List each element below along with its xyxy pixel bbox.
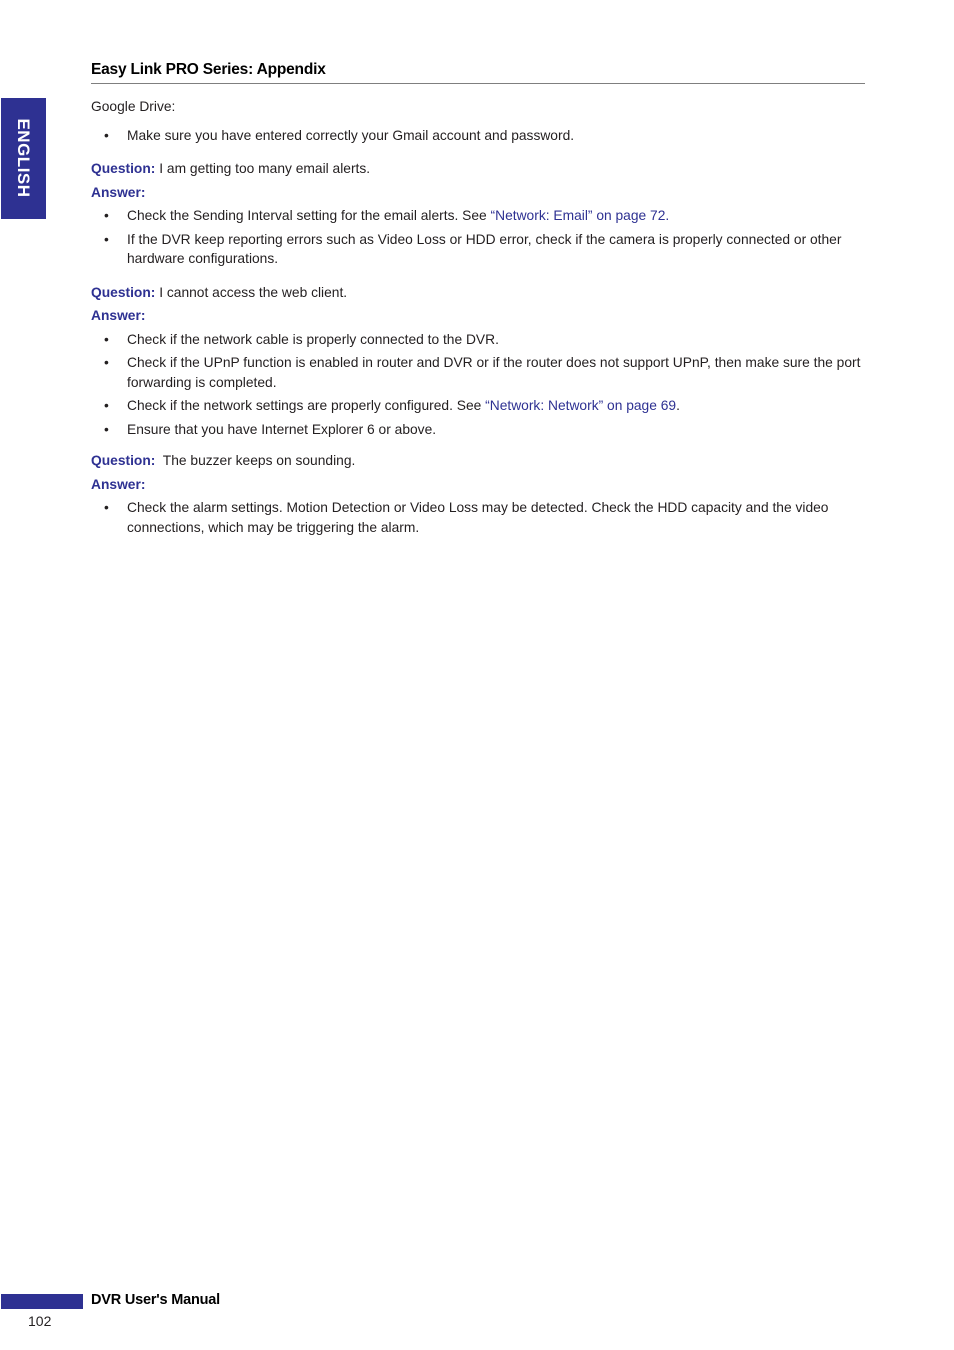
footer-title: DVR User's Manual <box>91 1292 220 1308</box>
answer-label: Answer: <box>91 308 146 323</box>
list-item: • Make sure you have entered correctly your Gmail account and password. <box>91 126 861 146</box>
question-text: I cannot access the web client. <box>155 284 348 300</box>
bullet-icon: • <box>104 500 109 515</box>
answer-bullet-list <box>91 206 861 269</box>
bullet-icon: • <box>104 398 109 413</box>
list-item: • Check if the network settings are properly configured. See “Network: Network” on page 69. <box>91 396 861 416</box>
page-header-title: Easy Link PRO Series: Appendix <box>91 61 326 78</box>
list-item: • Check if the UPnP function is enabled in router and DVR or if the router does not support UPnP, then make sure the port forwarding is completed. <box>104 355 861 390</box>
language-side-tab-label: ENGLISH <box>14 118 33 198</box>
question <box>91 283 861 303</box>
list-item: • Ensure that you have Internet Explorer 6 or above. <box>91 420 861 440</box>
footer-accent-bar <box>1 1294 83 1309</box>
answer-bullet-list <box>91 498 861 537</box>
intro-label: Google Drive: <box>91 99 176 114</box>
question-label: Question: <box>91 453 156 468</box>
question-text: I am getting too many email alerts. <box>155 161 371 176</box>
list-item: • If the DVR keep reporting errors such as Video Loss or HDD error, check if the camera is properly connected or other hardware configurations. <box>104 231 842 266</box>
bullet-icon: • <box>104 331 109 347</box>
header-divider <box>91 83 865 84</box>
cross-reference-link[interactable]: “Network: Email” on page 72 <box>490 208 666 223</box>
answer-label: Answer: <box>91 184 146 200</box>
question <box>91 451 861 471</box>
question <box>91 159 861 179</box>
bullet-icon: • <box>104 208 109 223</box>
bullet-icon: • <box>104 127 109 143</box>
page-number: 102 <box>28 1313 52 1329</box>
list-item: • Check the Sending Interval setting for the email alerts. See “Network: Email” on page 72. <box>91 206 861 226</box>
answer-label: Answer: <box>91 476 146 492</box>
bullet-icon: • <box>104 231 109 247</box>
question-label: Question: <box>91 161 156 176</box>
intro-bullet-list <box>91 126 861 146</box>
answer-bullet-list <box>91 330 861 440</box>
list-item: • Check if the network cable is properly connected to the DVR. <box>91 330 861 350</box>
list-item: • Check the alarm settings. Motion Detection or Video Loss may be detected. Check the HDD capacity and the video connections, which may be triggering the alarm. <box>104 500 829 535</box>
bullet-icon: • <box>104 421 109 437</box>
bullet-icon: • <box>104 355 109 370</box>
cross-reference-link[interactable]: “Network: Network” on page 69 <box>485 398 677 413</box>
language-side-tab <box>1 98 46 219</box>
appendix-content <box>91 97 861 537</box>
question-label: Question: <box>91 284 156 300</box>
question-text: The buzzer keeps on sounding. <box>155 453 356 468</box>
